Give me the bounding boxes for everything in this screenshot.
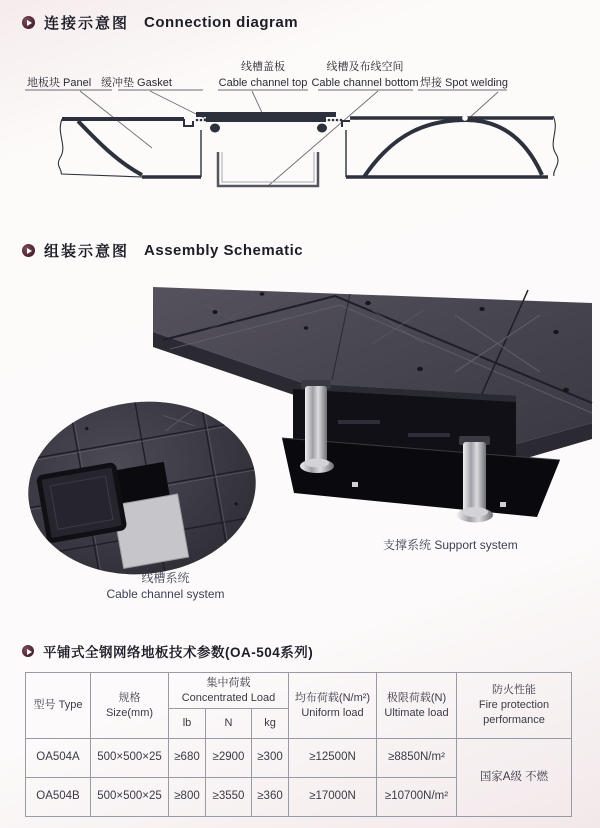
callout-channel-top-en: Cable channel top [218, 77, 308, 89]
spec-table-title: 平铺式全钢网络地板技术参数(OA-504系列) [43, 645, 314, 660]
header-lb: lb [169, 709, 206, 739]
cable-label-en: Cable channel system [106, 586, 225, 601]
callout-welding: 焊接 Spot welding [420, 77, 509, 89]
header-type: 型号 Type [26, 673, 91, 739]
cell-fire: 国家A级 不燃 [457, 739, 572, 817]
cable-channel-bottom-part [218, 152, 318, 186]
header-fire-protection: 防火性能 Fire protection performance [457, 673, 572, 739]
cell-uniform: ≥12500N [289, 739, 377, 778]
connection-diagram-header [22, 12, 298, 33]
section-bullet-icon [22, 244, 35, 257]
table-row [26, 739, 572, 778]
assembly-header-en: Assembly Schematic [144, 242, 304, 259]
cell-size: 500×500×25 [91, 778, 169, 817]
assembly-photos [0, 270, 600, 620]
assembly-schematic-header [22, 240, 303, 261]
cell-n: ≥2900 [206, 739, 252, 778]
cell-n: ≥3550 [206, 778, 252, 817]
cell-uniform: ≥17000N [289, 778, 377, 817]
header-uniform-load: 均布荷载(N/m²) Uniform load [289, 673, 377, 739]
callout-panel: 地板块 Panel [27, 77, 92, 89]
cell-kg: ≥360 [252, 778, 289, 817]
section-bullet-icon [22, 645, 34, 657]
callout-channel-bottom-en: Cable channel bottom [311, 77, 419, 89]
cell-ultimate: ≥8850N/m² [377, 739, 457, 778]
cell-type: OA504A [26, 739, 91, 778]
cable-channel-system-label [58, 571, 273, 602]
cell-size: 500×500×25 [91, 739, 169, 778]
cell-kg: ≥300 [252, 739, 289, 778]
spec-table-title-row [22, 641, 313, 661]
callout-channel-bottom-zh: 线槽及布线空间 [326, 61, 404, 73]
callout-gasket: 缓冲垫 Gasket [101, 77, 172, 89]
cell-ultimate: ≥10700N/m² [377, 778, 457, 817]
connection-header-en: Connection diagram [144, 14, 299, 31]
callout-leaders [80, 91, 498, 186]
cable-label-zh: 线槽系统 [141, 571, 190, 585]
left-panel-section [58, 119, 201, 177]
section-bullet-icon [22, 16, 35, 29]
callout-channel-top-zh: 线槽盖板 [241, 61, 285, 73]
right-panel-section [342, 116, 558, 177]
cell-lb: ≥800 [169, 778, 206, 817]
cell-type: OA504B [26, 778, 91, 817]
spec-table [25, 672, 572, 817]
header-n: N [206, 709, 252, 739]
assembly-header-zh: 组装示意图 [44, 243, 130, 260]
cell-lb: ≥680 [169, 739, 206, 778]
spot-weld-dot [462, 115, 468, 121]
support-system-label: 支撑系统 Support system [383, 538, 518, 552]
cable-channel-top-part [196, 112, 343, 133]
header-concentrated-load: 集中荷载 Concentrated Load [169, 673, 289, 709]
connection-diagram [0, 46, 600, 218]
connection-header-zh: 连接示意图 [44, 15, 130, 32]
header-size: 规格 Size(mm) [91, 673, 169, 739]
header-ultimate-load: 极限荷载(N) Ultimate load [377, 673, 457, 739]
header-kg: kg [252, 709, 289, 739]
